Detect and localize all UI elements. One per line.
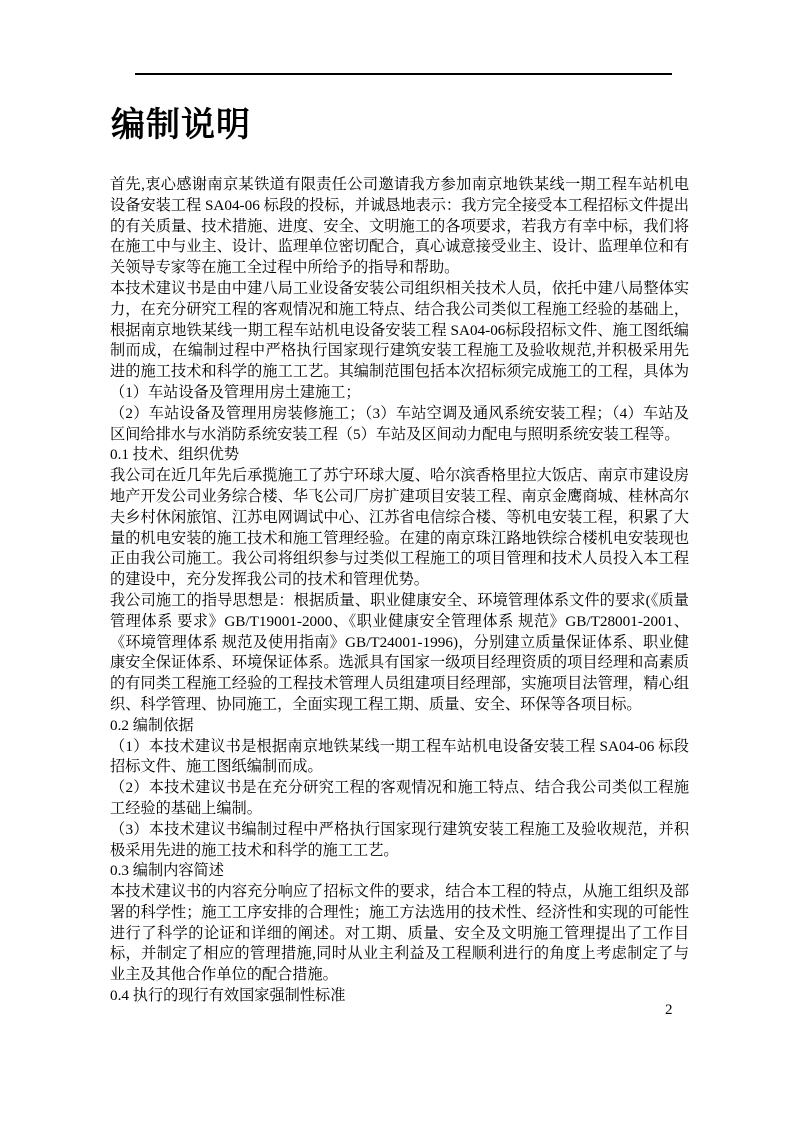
section-heading: 0.2 编制依据 [110, 716, 194, 734]
page-title: 编制说明 [111, 107, 251, 144]
paragraph: 我公司施工的指导思想是：根据质量、职业健康安全、环境管理体系文件的要求(《质量管理体系 要求》GB/T19001-2000、《职业健康安全管理体系 规范》GB/T28001-2001、《环境管理体系 规范及使用指南》GB/T24001-1996)，分别建立质量保证体系、职业健康安全保证体系、环境保证体系。选派具有国家一级项目经理资质的项目经理和高素质的有同类工程施工经验的工程技术管理人员组建项目经理部，实施项目法管理，精心组织、科学管理、协同施工，全面实现工程工期、质量、安全、环保等各项目标。 [110, 591, 689, 713]
section-heading: 0.4 执行的现行有效国家强制性标准 [110, 987, 346, 1005]
paragraph: 首先,衷心感谢南京某铁道有限责任公司邀请我方参加南京地铁某线一期工程车站机电设备安装工程 SA04-06 标段的投标，并诚恳地表示：我方完全接受本工程招标文件提出的有关质量、技术措施、进度、安全、文明施工的各项要求，若我方有幸中标，我们将在施工中与业主、设计、监理单位密切配合，真心诚意接受业主、设计、监理单位和有关领导专家等在施工全过程中所给予的指导和帮助。 [110, 176, 689, 277]
paragraph: （2）车站设备及管理用房装修施工；（3）车站空调及通风系统安装工程；（4）车站及区间给排水与水消防系统安装工程（5）车站及区间动力配电与照明系统安装工程等。 [110, 404, 689, 443]
paragraph: （2）本技术建议书是在充分研究工程的客观情况和施工特点、结合我公司类似工程施工经验的基础上编制。 [110, 779, 689, 817]
paragraph: （1）本技术建议书是根据南京地铁某线一期工程车站机电设备安装工程 SA04-06 标段招标文件、施工图纸编制而成。 [110, 737, 689, 776]
paragraph: 本技术建议书是由中建八局工业设备安装公司组织相关技术人员，依托中建八局整体实力，在充分研究工程的客观情况和施工特点、结合我公司类似工程施工经验的基础上，根据南京地铁某线一期工程车站机电设备安装工程 SA04-06标段招标文件、施工图纸编制而成，在编制过程中严格执行国家现行建筑安装工程施工及验收规范,并积极采用先进的施工技术和科学的施工工艺。其编制范围包括本次招标须完成施工的工程，具体为（1）车站设备及管理用房土建施工； [110, 279, 689, 401]
header-rule [135, 73, 672, 75]
paragraph: （3）本技术建议书编制过程中严格执行国家现行建筑安装工程施工及验收规范，并积极采用先进的施工技术和科学的施工工艺。 [110, 820, 689, 859]
section-heading: 0.3 编制内容简述 [110, 862, 224, 880]
paragraph: 我公司在近几年先后承揽施工了苏宁环球大厦、哈尔滨香格里拉大饭店、南京市建设房地产开发公司业务综合楼、华飞公司厂房扩建项目安装工程、南京金鹰商城、桂林高尔夫乡村休闲旅馆、江苏电网调试中心、江苏省电信综合楼、等机电安装工程，积累了大量的机电安装的施工技术和施工管理经验。在建的南京珠江路地铁综合楼机电安装现也正由我公司施工。我公司将组织参与过类似工程施工的项目管理和技术人员投入本工程的建设中，充分发挥我公司的技术和管理优势。 [110, 467, 689, 589]
section-heading: 0.1 技术、组织优势 [110, 446, 240, 464]
page-number: 2 [665, 1002, 673, 1018]
paragraph: 本技术建议书的内容充分响应了招标文件的要求，结合本工程的特点，从施工组织及部署的科学性；施工工序安排的合理性；施工方法选用的技术性、经济性和实现的可能性进行了科学的论证和详细的阐述。对工期、质量、安全及文明施工管理提出了工作目标，并制定了相应的管理措施,同时从业主利益及工程顺利进行的角度上考虑制定了与业主及其他合作单位的配合措施。 [110, 883, 689, 984]
document-body [110, 175, 689, 1007]
